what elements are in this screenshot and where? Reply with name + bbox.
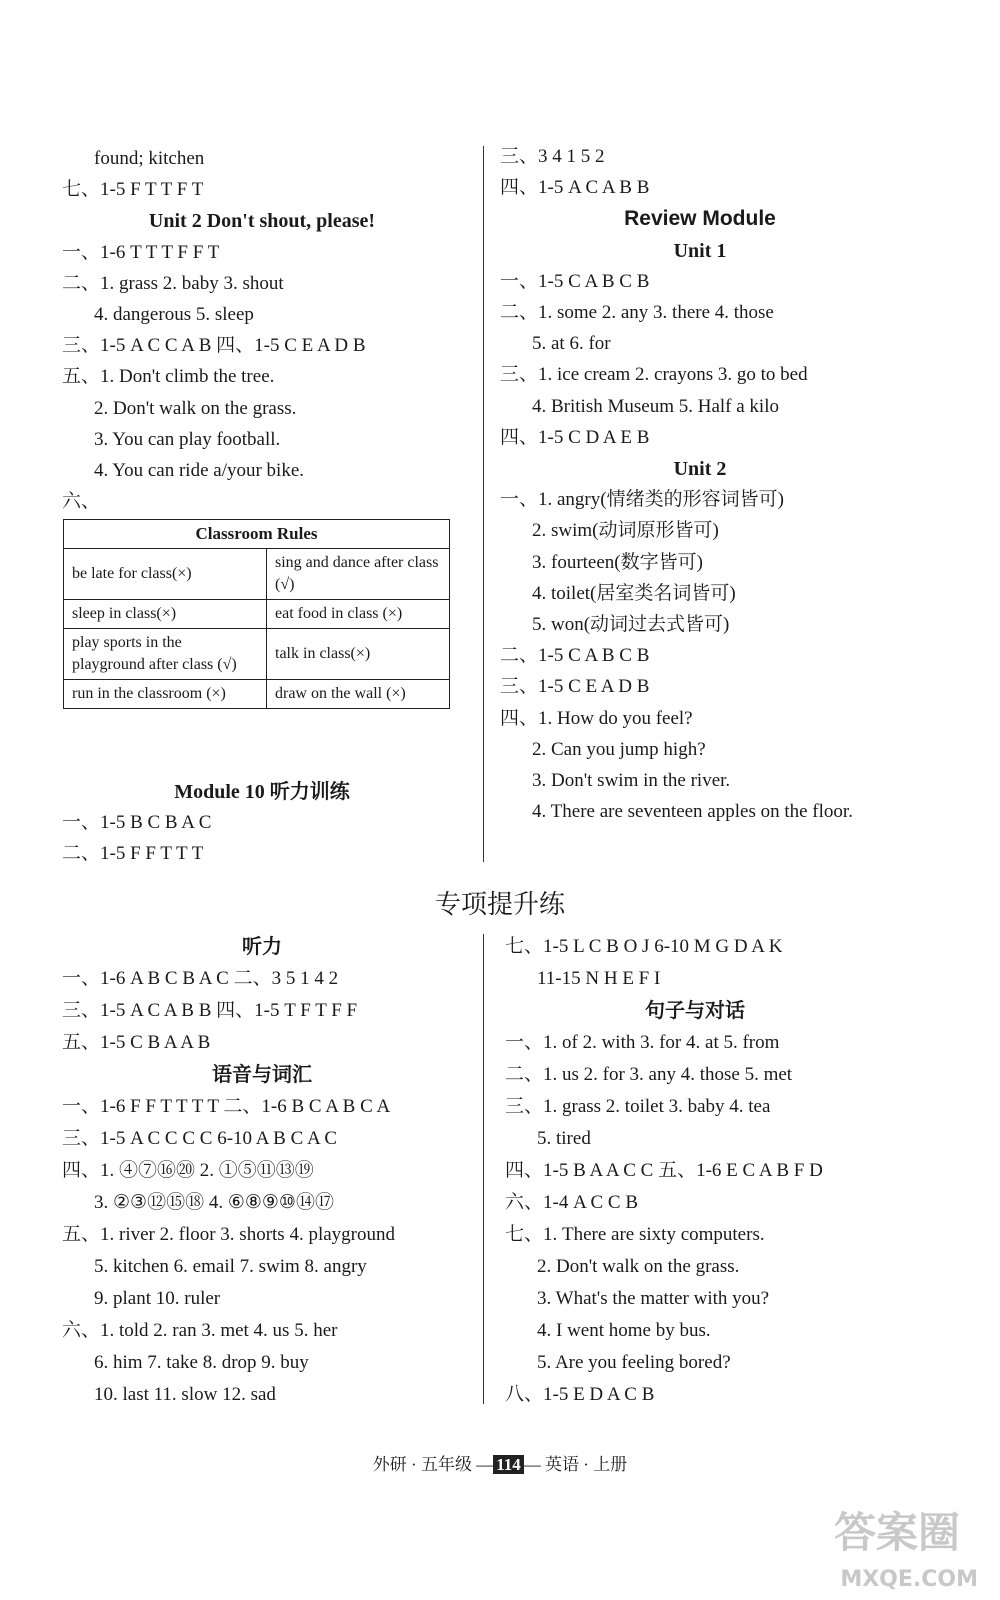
answer-line: 11-15 N H E F I: [537, 968, 661, 989]
table-cell: sleep in class(×): [64, 600, 267, 629]
table-row: [64, 629, 450, 680]
answer-line: 六、1. told 2. ran 3. met 4. us 5. her: [62, 1320, 338, 1341]
answer-line: 4. toilet(居室类名词皆可): [532, 582, 736, 604]
answer-line: 四、1-5 C D A E B: [500, 426, 650, 448]
answer-line: 4. I went home by bus.: [537, 1320, 711, 1341]
section-title: 专项提升练: [434, 890, 565, 920]
table-row: [64, 549, 450, 600]
answer-line: 一、1-6 F F T T T T 二、1-6 B C A B C A: [62, 1096, 391, 1117]
answer-line: 二、1-5 F F T T T: [62, 843, 204, 865]
table-title: Classroom Rules: [64, 520, 450, 549]
answer-line: 一、1-5 C A B C B: [500, 270, 650, 292]
answer-line: 2. Can you jump high?: [532, 738, 706, 760]
answer-line: 5. tired: [537, 1128, 591, 1149]
answer-line: 4. British Museum 5. Half a kilo: [532, 395, 779, 417]
table-row: [64, 680, 450, 709]
answer-line: 七、1. There are sixty computers.: [505, 1224, 765, 1245]
answer-line: 五、1. Don't climb the tree.: [62, 366, 275, 388]
answer-line: 5. won(动词过去式皆可): [532, 614, 730, 635]
answer-line: 2. Don't walk on the grass.: [94, 397, 297, 419]
answer-line: 一、1-6 A B C B A C 二、3 5 1 4 2: [62, 968, 339, 989]
answer-line: 七、1-5 F T T F T: [62, 179, 204, 201]
answer-line: 3. fourteen(数字皆可): [532, 551, 703, 573]
answer-line: 二、1-5 C A B C B: [500, 645, 650, 667]
answer-line: 3. What's the matter with you?: [537, 1288, 770, 1309]
watermark-logo: 答案圈: [833, 1508, 960, 1557]
answer-line: 三、3 4 1 5 2: [500, 146, 605, 167]
answer-line: 三、1-5 A C C A B 四、1-5 C E A D B: [62, 335, 366, 357]
answer-line: 6. him 7. take 8. drop 9. buy: [94, 1352, 309, 1373]
answer-line: 三、1-5 A C C C C 6-10 A B C A C: [62, 1128, 338, 1149]
answer-line: 八、1-5 E D A C B: [505, 1384, 655, 1405]
table-cell: talk in class(×): [267, 629, 450, 680]
answer-line: 一、1-5 B C B A C: [62, 812, 212, 834]
section-heading: Unit 1: [673, 239, 727, 262]
answer-line: 二、1. grass 2. baby 3. shout: [62, 272, 284, 294]
answer-line: 一、1. of 2. with 3. for 4. at 5. from: [505, 1032, 780, 1053]
answer-line: 四、1. How do you feel?: [500, 707, 693, 729]
table-cell: play sports in the playground after class (√): [64, 629, 267, 680]
table-cell: run in the classroom (×): [64, 680, 267, 709]
answer-line: 4. You can ride a/your bike.: [94, 460, 305, 481]
section-heading: Review Module: [624, 207, 776, 231]
table-cell: eat food in class (×): [267, 600, 450, 629]
answer-line: 一、1. angry(情绪类的形容词皆可): [500, 489, 784, 511]
table-cell: be late for class(×): [64, 549, 267, 600]
answer-line: 三、1-5 C E A D B: [500, 676, 650, 698]
answer-line: 五、1-5 C B A A B: [62, 1032, 211, 1053]
answer-line: 二、1. some 2. any 3. there 4. those: [500, 302, 774, 323]
answer-line: 五、1. river 2. floor 3. shorts 4. playground: [62, 1224, 395, 1245]
answer-line: 一、1-6 T T T F F T: [62, 241, 220, 263]
answer-line: 2. swim(动词原形皆可): [532, 520, 719, 542]
answer-line: found; kitchen: [94, 148, 205, 169]
watermark-url: MXQE.COM: [840, 1567, 978, 1592]
answer-line: 5. at 6. for: [532, 333, 611, 355]
answer-line: 3. You can play football.: [94, 428, 281, 450]
section-heading: Module 10 听力训练: [174, 781, 350, 803]
classroom-rules-table: [63, 519, 450, 709]
table-cell: sing and dance after class (√): [267, 549, 450, 600]
answer-line: 9. plant 10. ruler: [94, 1288, 221, 1309]
section-heading: 句子与对话: [645, 1000, 745, 1022]
answer-line: 3. ②③⑫⑮⑱ 4. ⑥⑧⑨⑩⑭⑰: [94, 1192, 334, 1213]
answer-line: 3. Don't swim in the river.: [532, 770, 731, 791]
table-cell: draw on the wall (×): [267, 680, 450, 709]
answer-line: 4. dangerous 5. sleep: [94, 304, 254, 325]
answer-line: 四、1. ④⑦⑯⑳ 2. ①⑤⑪⑬⑲: [62, 1160, 314, 1181]
column-divider-bottom: [483, 934, 484, 1404]
answer-line: 三、1-5 A C A B B 四、1-5 T F T F F: [62, 1000, 358, 1021]
answer-line: 六、: [62, 491, 101, 513]
table-row: [64, 600, 450, 629]
answer-line: 六、1-4 A C C B: [505, 1192, 639, 1213]
answer-line: 10. last 11. slow 12. sad: [94, 1384, 276, 1405]
page-footer: [0, 1450, 1000, 1475]
answer-line: 4. There are seventeen apples on the floor.: [532, 801, 853, 823]
column-divider-top: [483, 146, 484, 862]
section-heading: Unit 2: [673, 458, 727, 480]
footer-left: 外研 · 五年级 —: [372, 1455, 494, 1474]
answer-line: 二、1. us 2. for 3. any 4. those 5. met: [505, 1064, 793, 1085]
section-heading: Unit 2 Don't shout, please!: [148, 210, 376, 233]
answer-line: 四、1-5 A C A B B: [500, 177, 650, 199]
answer-line: 三、1. ice cream 2. crayons 3. go to bed: [500, 364, 808, 386]
footer-right: — 英语 · 上册: [523, 1455, 628, 1474]
section-heading: 语音与词汇: [212, 1064, 312, 1086]
answer-line: 四、1-5 B A A C C 五、1-6 E C A B F D: [505, 1160, 823, 1181]
answer-line: 七、1-5 L C B O J 6-10 M G D A K: [505, 936, 783, 957]
answer-line: 5. Are you feeling bored?: [537, 1352, 731, 1373]
page-number: 114: [493, 1455, 524, 1474]
answer-line: 2. Don't walk on the grass.: [537, 1256, 740, 1277]
section-heading: 听力: [242, 936, 282, 958]
answer-line: 三、1. grass 2. toilet 3. baby 4. tea: [505, 1096, 771, 1117]
answer-line: 5. kitchen 6. email 7. swim 8. angry: [94, 1256, 367, 1277]
